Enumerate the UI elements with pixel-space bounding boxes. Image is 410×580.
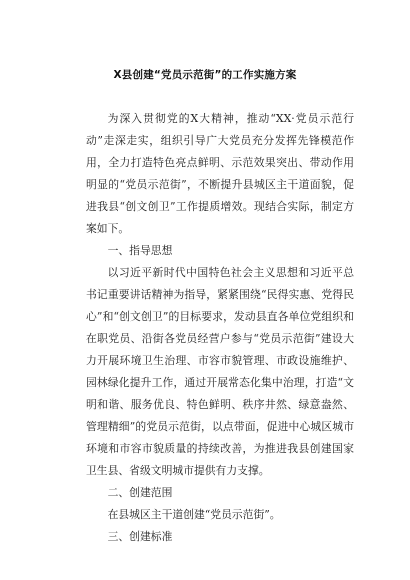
section-heading-guiding-ideology: 一、指导思想 (107, 244, 173, 257)
guiding-ideology-paragraph: 以习近平新时代中国特色社会主义思想和习近平总书记重要讲话精神为指导，紧紧围绕“民得实惠、党得民心”和“创文创卫”的目标要求，发动县直各单位党组织和在职党员、沿街各党员经营户参与“党员示范街”建设大力开展环境卫生治理、市容市貌管理、市政设施维护、园林绿化提升工作，通过开展常态化集中治理，打造“文明和谐、服务优良、特色鲜明、秩序井然、绿意盎然、管理精细”的党员示范街，以点带面，促进中心城区城市环境和市容市貌质量的持续改善，为推进我县创建国家卫生县、省级文明城市提供有力支撑。 (86, 266, 354, 477)
document-title: X县创建“党员示范街”的工作实施方案 (113, 69, 297, 81)
document-body (86, 108, 354, 548)
section-heading-scope: 二、创建范围 (107, 486, 173, 499)
scope-paragraph: 在县城区主干道创建“党员示范街”。 (107, 508, 281, 521)
section-heading-standards: 三、创建标准 (107, 530, 173, 543)
intro-paragraph: 为深入贯彻党的X大精神，推动“XX·党员示范行动”走深走实，组织引导广大党员充分发挥先锋模范作用，全力打造特色亮点鲜明、示范效果突出、带动作用明显的“党员示范街”，不断提升县城区主干道面貌，促进我县“创文创卫”工作提质增效。现结合实际，制定方案如下。 (86, 112, 354, 235)
